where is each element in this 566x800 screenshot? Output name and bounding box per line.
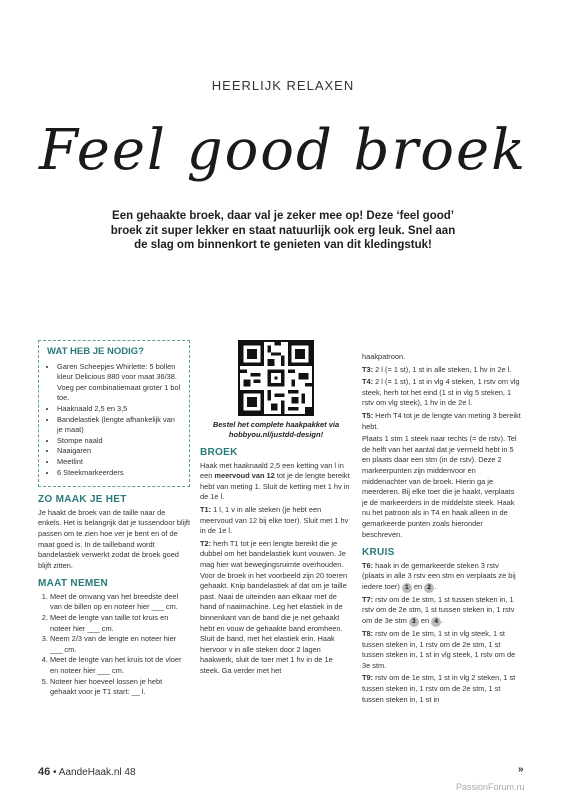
measure-list <box>38 592 190 698</box>
text-run: rstv om de 1e stm, 1 st tussen steken in, 1 rstv om de 2e stm, 1 st tussen steken in, 1 rstv om de 3e stm <box>362 594 515 626</box>
text-run: 2 l (= 1 st), 1 st in alle steken, 1 hv in 2e l. <box>373 364 512 374</box>
round-t6 <box>362 561 522 593</box>
footer-site: AandeHaak.nl 48 <box>58 767 136 778</box>
round-label: T4: <box>362 377 374 387</box>
round-t1 <box>200 505 352 537</box>
text-run: Herh T4 tot je de lengte van meting 3 bereikt hebt. <box>362 410 521 431</box>
list-item: • Garen Scheepjes Whirlette: 5 bollen kleur Delicious 880 voor maat 36/38. Voeg per combinatiemaat groter 1 bol toe. <box>57 362 181 404</box>
text-run: . <box>434 581 437 591</box>
round-label: T9: <box>362 673 374 683</box>
list-item: 2. Meet de lengte van taille tot kruis en noteer hier ___ cm. <box>50 613 190 634</box>
broek-heading: BROEK <box>200 447 238 458</box>
round-label: T8: <box>362 629 374 639</box>
page-footer <box>38 766 136 778</box>
text-run: 2 l (= 1 st), 1 st in vlg 4 steken, 1 rstv om vlg steek, herh tot het eind (1 st in vlg 5 steken, 1 rstv om vlg steek), 1 hv in de 2e l. <box>362 377 520 408</box>
text-run: en <box>418 616 432 626</box>
list-item: 3. Neem 2/3 van de lengte en noteer hier ___ cm. <box>50 634 190 655</box>
round-t3 <box>362 365 522 376</box>
text-run: tot je de lengte bereikt hebt van meting 1. Sluit de ketting met 1 hv in de 1e l. <box>200 471 350 502</box>
column-left <box>38 340 190 698</box>
measure-heading: MAAT NEMEN <box>38 578 109 590</box>
list-item: 4. Meet de lengte van het kruis tot de vloer en noteer hier ___ cm. <box>50 655 190 676</box>
round-label: T1: <box>200 504 212 514</box>
text-run: en <box>411 581 425 591</box>
round-label: T2: <box>200 538 212 548</box>
list-item: • Meetlint <box>57 457 181 468</box>
column-middle <box>200 340 352 678</box>
watermark: PassionForum.ru <box>456 782 525 792</box>
list-item: • Haaknaald 2,5 en 3,5 <box>57 404 181 415</box>
text-run-bold: meervoud van 12 <box>214 471 275 481</box>
round-t8 <box>362 629 522 671</box>
text-run: 1 l, 1 v in alle steken (je hebt een meervoud van 12 bij elke toer). Sluit met 1 hv in de 1e l. <box>200 504 349 536</box>
footer-bullet: • <box>53 767 57 778</box>
round-t7 <box>362 595 522 627</box>
round-label: T3: <box>362 364 374 374</box>
marker-badge: 2 <box>424 583 434 593</box>
page-title: Feel good broek <box>38 118 528 183</box>
list-item: • Stompe naald <box>57 436 181 447</box>
continue-arrow-icon: » <box>518 764 524 775</box>
marker-badge: 3 <box>409 617 419 627</box>
intro-text: Een gehaakte broek, daar val je zeker mee op! Deze ‘feel good’ broek zit super lekker en staat natuurlijk ook erg leuk. Snel aan de slag om binnenkort te genieten van dit kledingstuk! <box>110 210 456 251</box>
round-label: T6: <box>362 560 374 570</box>
text-run: rstv om de 1e stm, 1 st in vlg 2 steken, 1 st tussen steken in, 1 rstv om de 2e stm, 1 st tussen steken in, 1 st in <box>362 673 516 704</box>
qr-code-icon[interactable] <box>238 340 314 416</box>
round-t2 <box>200 539 352 677</box>
list-item: 5. Noteer hier hoeveel lossen je hebt gehaakt voor je T1 start: __ l. <box>50 677 190 698</box>
materials-box <box>38 340 190 487</box>
round-t4 <box>362 377 522 409</box>
list-item: • Naaigaren <box>57 446 181 457</box>
text-run: Haak met haaknaald 2,5 een ketting van l in een <box>200 460 344 481</box>
text-run: herh T1 tot je een lengte bereikt die je dubbel om het bandelastiek kunt vouwen. Je mag hier wat bewegingsruimte overhouden. Voor de broek in het voorbeeld zijn 20 toeren gehaakt. Knip bandelastiek af dat om je taille past. Naai de uiteinden aan elkaar met de hand of naaimachine. Leg het elastiek in de binnenkant van de band die je net gehaakt hebt en vouw de gehaakte band eromheen. Sluit de band, met het elastiek erin. Haak hiervoor v in alle steken door 2 lagen haakwerk, sluit de toer met 1 hv in de 1e steek. Ga verder met het <box>200 538 348 675</box>
round-t9 <box>362 673 522 705</box>
materials-heading: WAT HEB JE NODIG? <box>47 346 144 357</box>
materials-list <box>47 362 181 479</box>
markers-text: Plaats 1 stm 1 steek naar rechts (= de rstv). Tel de helft van het aantal dat je vermeld hebt in 5 en plaats daar een stm (in de rstv). Deze 2 markeerpunten zijn middenvoor en middenachter van de broek. Hierin ga je meerderen. Bij elke toer die je haakt, verplaats je de markeerders in de middelste steek. Haak nu het patroon als in T4 en haak alleen in de gemarkeerde punten zoals hieronder beschreven. <box>362 434 517 539</box>
continued-text: haakpatroon. <box>362 352 406 361</box>
marker-badge: 4 <box>431 617 441 627</box>
page-kicker: HEERLIJK RELAXEN <box>211 78 355 93</box>
qr-block <box>200 340 352 440</box>
text-run: rstv om de 1e stm, 1 st in vlg steek, 1 st tussen steken in, 1 rstv om de 2e stm, 1 st tussen steken in, 1 st in vlg steek, 1 rstv om de 3e stm. <box>362 629 516 670</box>
column-right <box>362 352 522 707</box>
list-item: • 6 Steekmarkeerders <box>57 468 181 479</box>
list-item: • Bandelastiek (lengte afhankelijk van je maat) <box>57 415 181 436</box>
kruis-heading: KRUIS <box>362 547 395 559</box>
qr-caption: Bestel het complete haakpakket via hobbyou.nl/justdd-design! <box>212 420 340 439</box>
broek-intro <box>200 461 352 503</box>
page-number: 46 <box>38 766 51 778</box>
how-heading: ZO MAAK JE HET <box>38 494 127 506</box>
round-label: T7: <box>362 594 374 604</box>
list-item: 1. Meet de omvang van het breedste deel van de billen op en noteer hier ___ cm. <box>50 592 190 613</box>
text-run: haak in de gemarkeerde steken 3 rstv (plaats in alle 3 rstv een stm en verplaats ze bij iedere toer) <box>362 560 516 591</box>
marker-badge: 1 <box>402 583 412 593</box>
round-t5 <box>362 411 522 432</box>
round-label: T5: <box>362 410 374 420</box>
how-text: Je haakt de broek van de taille naar de enkels. Het is belangrijk dat je tussendoor blijft passen om te zien hoe ver je bent en of de maat goed is. In de tailleband wordt bandelastiek verwerkt zodat de broek goed blijft zitten. <box>38 507 190 570</box>
text-run: . <box>441 616 444 626</box>
